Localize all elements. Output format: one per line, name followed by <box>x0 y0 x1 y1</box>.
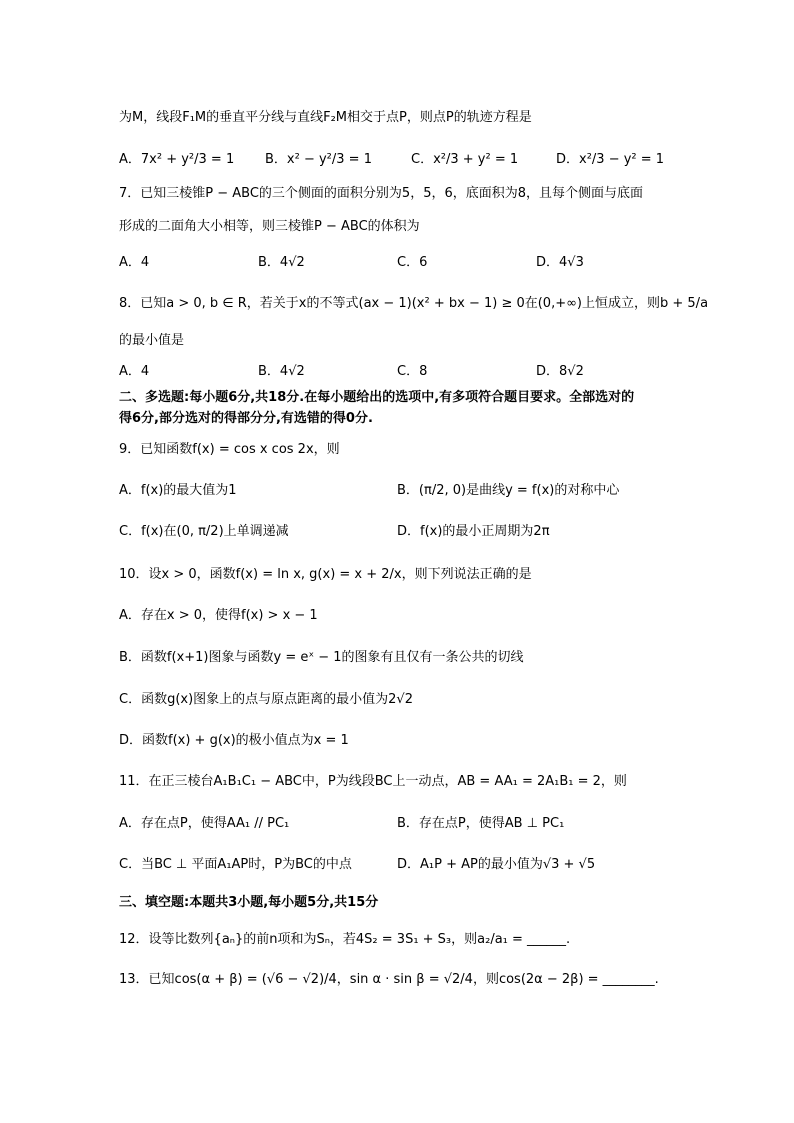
q11-stem: 11．在正三棱台A₁B₁C₁ − ABC中，P为线段BC上一动点，AB = AA₁ = 2A₁B₁ = 2，则 <box>119 774 627 789</box>
q8-option-b: B．4√2 <box>258 364 305 379</box>
q9-option-a: A．f(x)的最大值为1 <box>119 483 237 498</box>
q8-line-1: 8．已知a > 0, b ∈ R，若关于x的不等式(ax − 1)(x² + bx − 1) ≥ 0在(0,+∞)上恒成立，则b + 5/a <box>119 296 709 311</box>
q8-option-a: A．4 <box>119 364 150 379</box>
q6-option-d: D．x²/3 − y² = 1 <box>556 152 665 167</box>
q10-stem: 10．设x > 0，函数f(x) = ln x, g(x) = x + 2/x，则下列说法正确的是 <box>119 567 532 582</box>
q6-option-b: B．x² − y²/3 = 1 <box>265 152 372 167</box>
q6-option-a: A．7x² + y²/3 = 1 <box>119 152 235 167</box>
q10-option-c: C．函数g(x)图象上的点与原点距离的最小值为2√2 <box>119 692 413 707</box>
q13: 13．已知cos(α + β) = (√6 − √2)/4，sin α · sin β = √2/4，则cos(2α − 2β) = ________. <box>119 972 659 987</box>
q10-option-b: B．函数f(x+1)图象与函数y = eˣ − 1的图象有且仅有一条公共的切线 <box>119 650 524 665</box>
q9-option-d: D．f(x)的最小正周期为2π <box>397 524 550 539</box>
section-2-heading-2: 得6分,部分选对的得部分分,有选错的得0分. <box>119 411 373 426</box>
q7-line-1: 7．已知三棱锥P − ABC的三个侧面的面积分别为5，5，6，底面积为8，且每个侧面与底面 <box>119 186 644 201</box>
section-2-heading-1: 二、多选题:每小题6分,共18分.在每小题给出的选项中,有多项符合题目要求。全部选对的 <box>119 390 635 405</box>
q10-option-d: D．函数f(x) + g(x)的极小值点为x = 1 <box>119 733 349 748</box>
q7-line-2: 形成的二面角大小相等，则三棱锥P − ABC的体积为 <box>119 219 420 234</box>
q7-option-c: C．6 <box>397 255 428 270</box>
q7-option-a: A．4 <box>119 255 150 270</box>
q11-option-a: A．存在点P，使得AA₁ // PC₁ <box>119 816 290 831</box>
q11-option-c: C．当BC ⊥ 平面A₁AP时，P为BC的中点 <box>119 857 352 872</box>
q9-stem: 9．已知函数f(x) = cos x cos 2x，则 <box>119 442 340 457</box>
q9-option-b: B．(π/2, 0)是曲线y = f(x)的对称中心 <box>397 483 620 498</box>
q6-tail: 为M，线段F₁M的垂直平分线与直线F₂M相交于点P，则点P的轨迹方程是 <box>119 110 532 125</box>
q7-option-d: D．4√3 <box>536 255 584 270</box>
q8-line-2: 的最小值是 <box>119 333 185 348</box>
section-3-heading: 三、填空题:本题共3小题,每小题5分,共15分 <box>119 895 379 910</box>
q10-option-a: A．存在x > 0，使得f(x) > x − 1 <box>119 608 318 623</box>
q9-option-c: C．f(x)在(0, π/2)上单调递减 <box>119 524 289 539</box>
q8-option-c: C．8 <box>397 364 428 379</box>
q6-option-c: C．x²/3 + y² = 1 <box>411 152 519 167</box>
q12: 12．设等比数列{aₙ}的前n项和为Sₙ，若4S₂ = 3S₁ + S₃，则a₂/a₁ = ______. <box>119 932 571 947</box>
q7-option-b: B．4√2 <box>258 255 305 270</box>
q11-option-b: B．存在点P，使得AB ⊥ PC₁ <box>397 816 565 831</box>
q11-option-d: D．A₁P + AP的最小值为√3 + √5 <box>397 857 596 872</box>
q8-option-d: D．8√2 <box>536 364 584 379</box>
